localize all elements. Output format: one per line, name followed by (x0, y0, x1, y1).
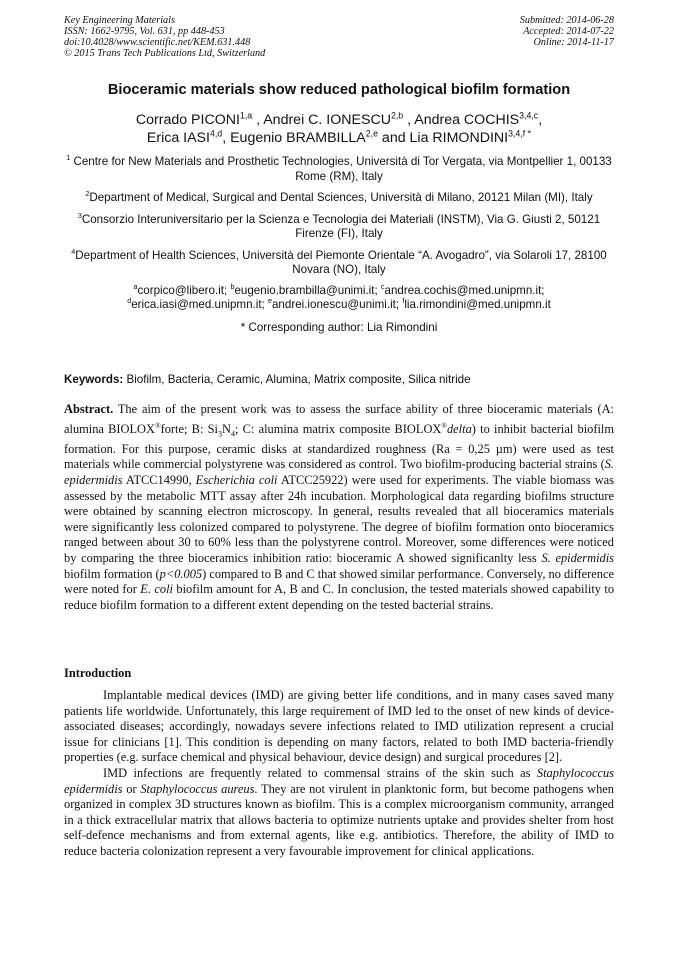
corresponding-author: * Corresponding author: Lia Rimondini (240, 320, 438, 334)
subscript: 4 (230, 429, 235, 439)
keywords-text: Biofilm, Bacteria, Ceramic, Alumina, Matrix composite, Silica nitride (123, 373, 471, 386)
introduction-body (64, 688, 614, 860)
email-link[interactable]: lia.rimondini@med.unipmn.it (404, 298, 551, 311)
journal-header (64, 15, 265, 59)
abstract-text: forte; B: Si (160, 421, 218, 436)
author-list (40, 111, 638, 147)
keywords (64, 373, 614, 386)
affiliation-4 (64, 246, 614, 278)
journal-issn: ISSN: 1662-9795, Vol. 631, pp 448-453 (64, 26, 225, 37)
author-separator: , (403, 112, 415, 128)
email-link[interactable]: corpico@libero.it; (137, 283, 231, 297)
journal-name: Key Engineering Materials (64, 15, 175, 26)
email-mark: d (127, 296, 132, 306)
author-name: Lia RIMONDINI (409, 130, 509, 146)
affiliation-number: 4 (71, 246, 76, 256)
email-link[interactable]: andrea.cochis@med.unipmn.it; (384, 283, 545, 297)
author-separator: , (252, 112, 264, 128)
paragraph-text: IMD infections are frequently related to commensal strains of the skin such as (103, 765, 537, 780)
abstract-italic: Escherichia coli (195, 472, 278, 487)
subscript: 3 (217, 429, 222, 439)
registered-mark: ® (154, 420, 161, 430)
author-name: Erica IASI (146, 130, 210, 146)
paragraph (64, 766, 614, 860)
author-separator: , (538, 112, 543, 128)
email-link[interactable]: eugenio.brambilla@unimi.it; (234, 283, 381, 297)
email-link[interactable]: andrei.ionescu@unimi.it; (271, 298, 403, 311)
registered-mark: ® (441, 420, 447, 430)
journal-copyright: © 2015 Trans Tech Publications Ltd, Switzerland (64, 48, 266, 59)
email-mark: b (230, 281, 235, 291)
abstract-text: ATCC14990, (122, 472, 196, 487)
keywords-label: Keywords: (64, 373, 124, 386)
affiliation-number: 2 (85, 189, 90, 199)
abstract-label: Abstract. (64, 402, 114, 416)
author-affiliation-mark: 3,4,c (519, 110, 539, 121)
paragraph-italic: Staphylococcus epidermidis (64, 765, 614, 796)
author-name: Andrea COCHIS (414, 112, 520, 128)
abstract-italic: p<0.005 (159, 566, 203, 581)
abstract-text: ; C: alumina matrix composite BIOLOX (234, 421, 442, 436)
accepted-date: Accepted: 2014-07-22 (523, 26, 614, 37)
author-affiliation-mark: 2,e (365, 128, 378, 139)
email-mark: c (380, 281, 385, 291)
online-date: Online: 2014-11-17 (533, 37, 614, 48)
author-emails (64, 281, 614, 313)
abstract-italic: delta (446, 421, 472, 436)
author-affiliation-mark: 3,4,f * (508, 128, 532, 139)
paragraph: Implantable medical devices (IMD) are giving better life conditions, and in many cases saved many patients life worldwide. Unfortunately, this large requirement of IMD led to the onset of new kinds of device-associated diseases; accordingly, nowadays severe infections related to IMD utilization represent a crucial issue for clinicians [1]. This condition is depending on many factors, related to both IMD bacteria-friendly properties (e.g. surface chemical and physical behaviour, device design) and surgical procedures [2]. (64, 688, 614, 765)
affiliation-2 (64, 191, 614, 206)
email-mark: a (133, 281, 138, 291)
submitted-date: Submitted: 2014-06-28 (519, 15, 614, 26)
abstract (64, 402, 614, 613)
dates-header (520, 15, 614, 48)
author-separator: , (222, 130, 231, 146)
paragraph-text: . They are not virulent in planktonic form, but become pathogens when organized in complex 3D structures known as biofilm. This is a complex microorganism community, arranged in a thick extracellular matrix that allows bacteria to optimize nutrients uptake and provides shelter from host self-defence mechanisms and from external agents, like e.g. antibiotics. Therefore, the ability of IMD to reduce bacteria colonization represent a very favourable improvement for clinical applications. (64, 781, 614, 858)
email-mark: f (402, 296, 405, 306)
author-affiliation-mark: 2,b (390, 110, 404, 121)
paragraph-text: or (122, 781, 141, 796)
affiliation-text: Consorzio Interuniversitario per la Scienza e Tecnologia dei Materiali (INSTM), Via G. Giusti 2, 50121 Firenze (FI), Italy (81, 212, 601, 240)
affiliations (64, 155, 614, 335)
affiliation-text: Department of Medical, Surgical and Dental Sciences, Università di Milano, 20121 Milan (MI), Italy (89, 191, 593, 204)
author-name: Corrado PICONI (135, 112, 240, 128)
author-name: Andrei C. IONESCU (263, 112, 391, 128)
affiliation-number: 3 (77, 210, 82, 220)
author-affiliation-mark: 1,a (239, 110, 253, 121)
abstract-italic: E. coli (140, 582, 173, 597)
abstract-text: ) to inhibit bacterial biofilm formation. For this purpose, ceramic disks at standardized roughness (Ra = 0,25 µm) were used as test materials while commercial polystyrene was considered as control. Two biofilm-producing bacterial strains ( (64, 421, 614, 472)
author-name: Eugenio BRAMBILLA (230, 130, 366, 146)
email-link[interactable]: erica.iasi@med.unipmn.it; (131, 298, 268, 311)
abstract-text: The aim of the present work was to assess the surface ability of three bioceramic materials (A: alumina BIOLOX (64, 402, 614, 436)
affiliation-number: 1 (66, 153, 71, 163)
paper-title: Bioceramic materials show reduced pathological biofilm formation (107, 82, 571, 98)
author-affiliation-mark: 4,d (209, 128, 223, 139)
abstract-text: N (222, 421, 231, 436)
affiliation-3 (64, 210, 614, 242)
affiliation-text: Department of Health Sciences, Università del Piemonte Orientale “A. Avogadro”, via Solaroli 17, 28100 Novara (NO), Italy (75, 248, 607, 276)
email-mark: e (267, 296, 272, 306)
abstract-italic: S. epidermidis (541, 550, 614, 565)
abstract-text: biofilm formation ( (64, 566, 160, 581)
abstract-italic: S. epidermidis (64, 457, 614, 487)
paragraph-italic: Staphylococcus aureus (140, 781, 255, 796)
affiliation-1 (64, 155, 614, 184)
abstract-text: biofilm amount for A, B and C. In conclusion, the tested materials showed capability to reduce biofilm formation to a different extent depending on the tested bacterial strains. (64, 582, 615, 612)
section-heading-introduction: Introduction (64, 666, 132, 680)
abstract-text: ) compared to B and C that showed similar performance. Conversely, no difference were noted for (64, 566, 614, 597)
abstract-text: ATCC25922) were used for experiments. The viable biomass was assessed by the metabolic MTT assay after 24h incubation. Morphological data regarding biofilms structure were obtained by scanning electron microscopy. In general, results revealed that all bioceramics materials were significantly less colonized compared to polystyrene. The degree of biofilm formation onto bioceramics ranged between about 30 to 60% less than the polystyrene control. Moreover, some differences were noticed by comparing the three bioceramics inhibition ratio: bioceramic A showed significanlty less (64, 472, 614, 565)
affiliation-text: Centre for New Materials and Prosthetic Technologies, Università di Tor Vergata, via Montpellier 1, 00133 Rome (RM), Italy (70, 155, 612, 183)
author-separator: and (377, 130, 410, 146)
journal-doi: doi:10.4028/www.scientific.net/KEM.631.448 (64, 37, 251, 48)
